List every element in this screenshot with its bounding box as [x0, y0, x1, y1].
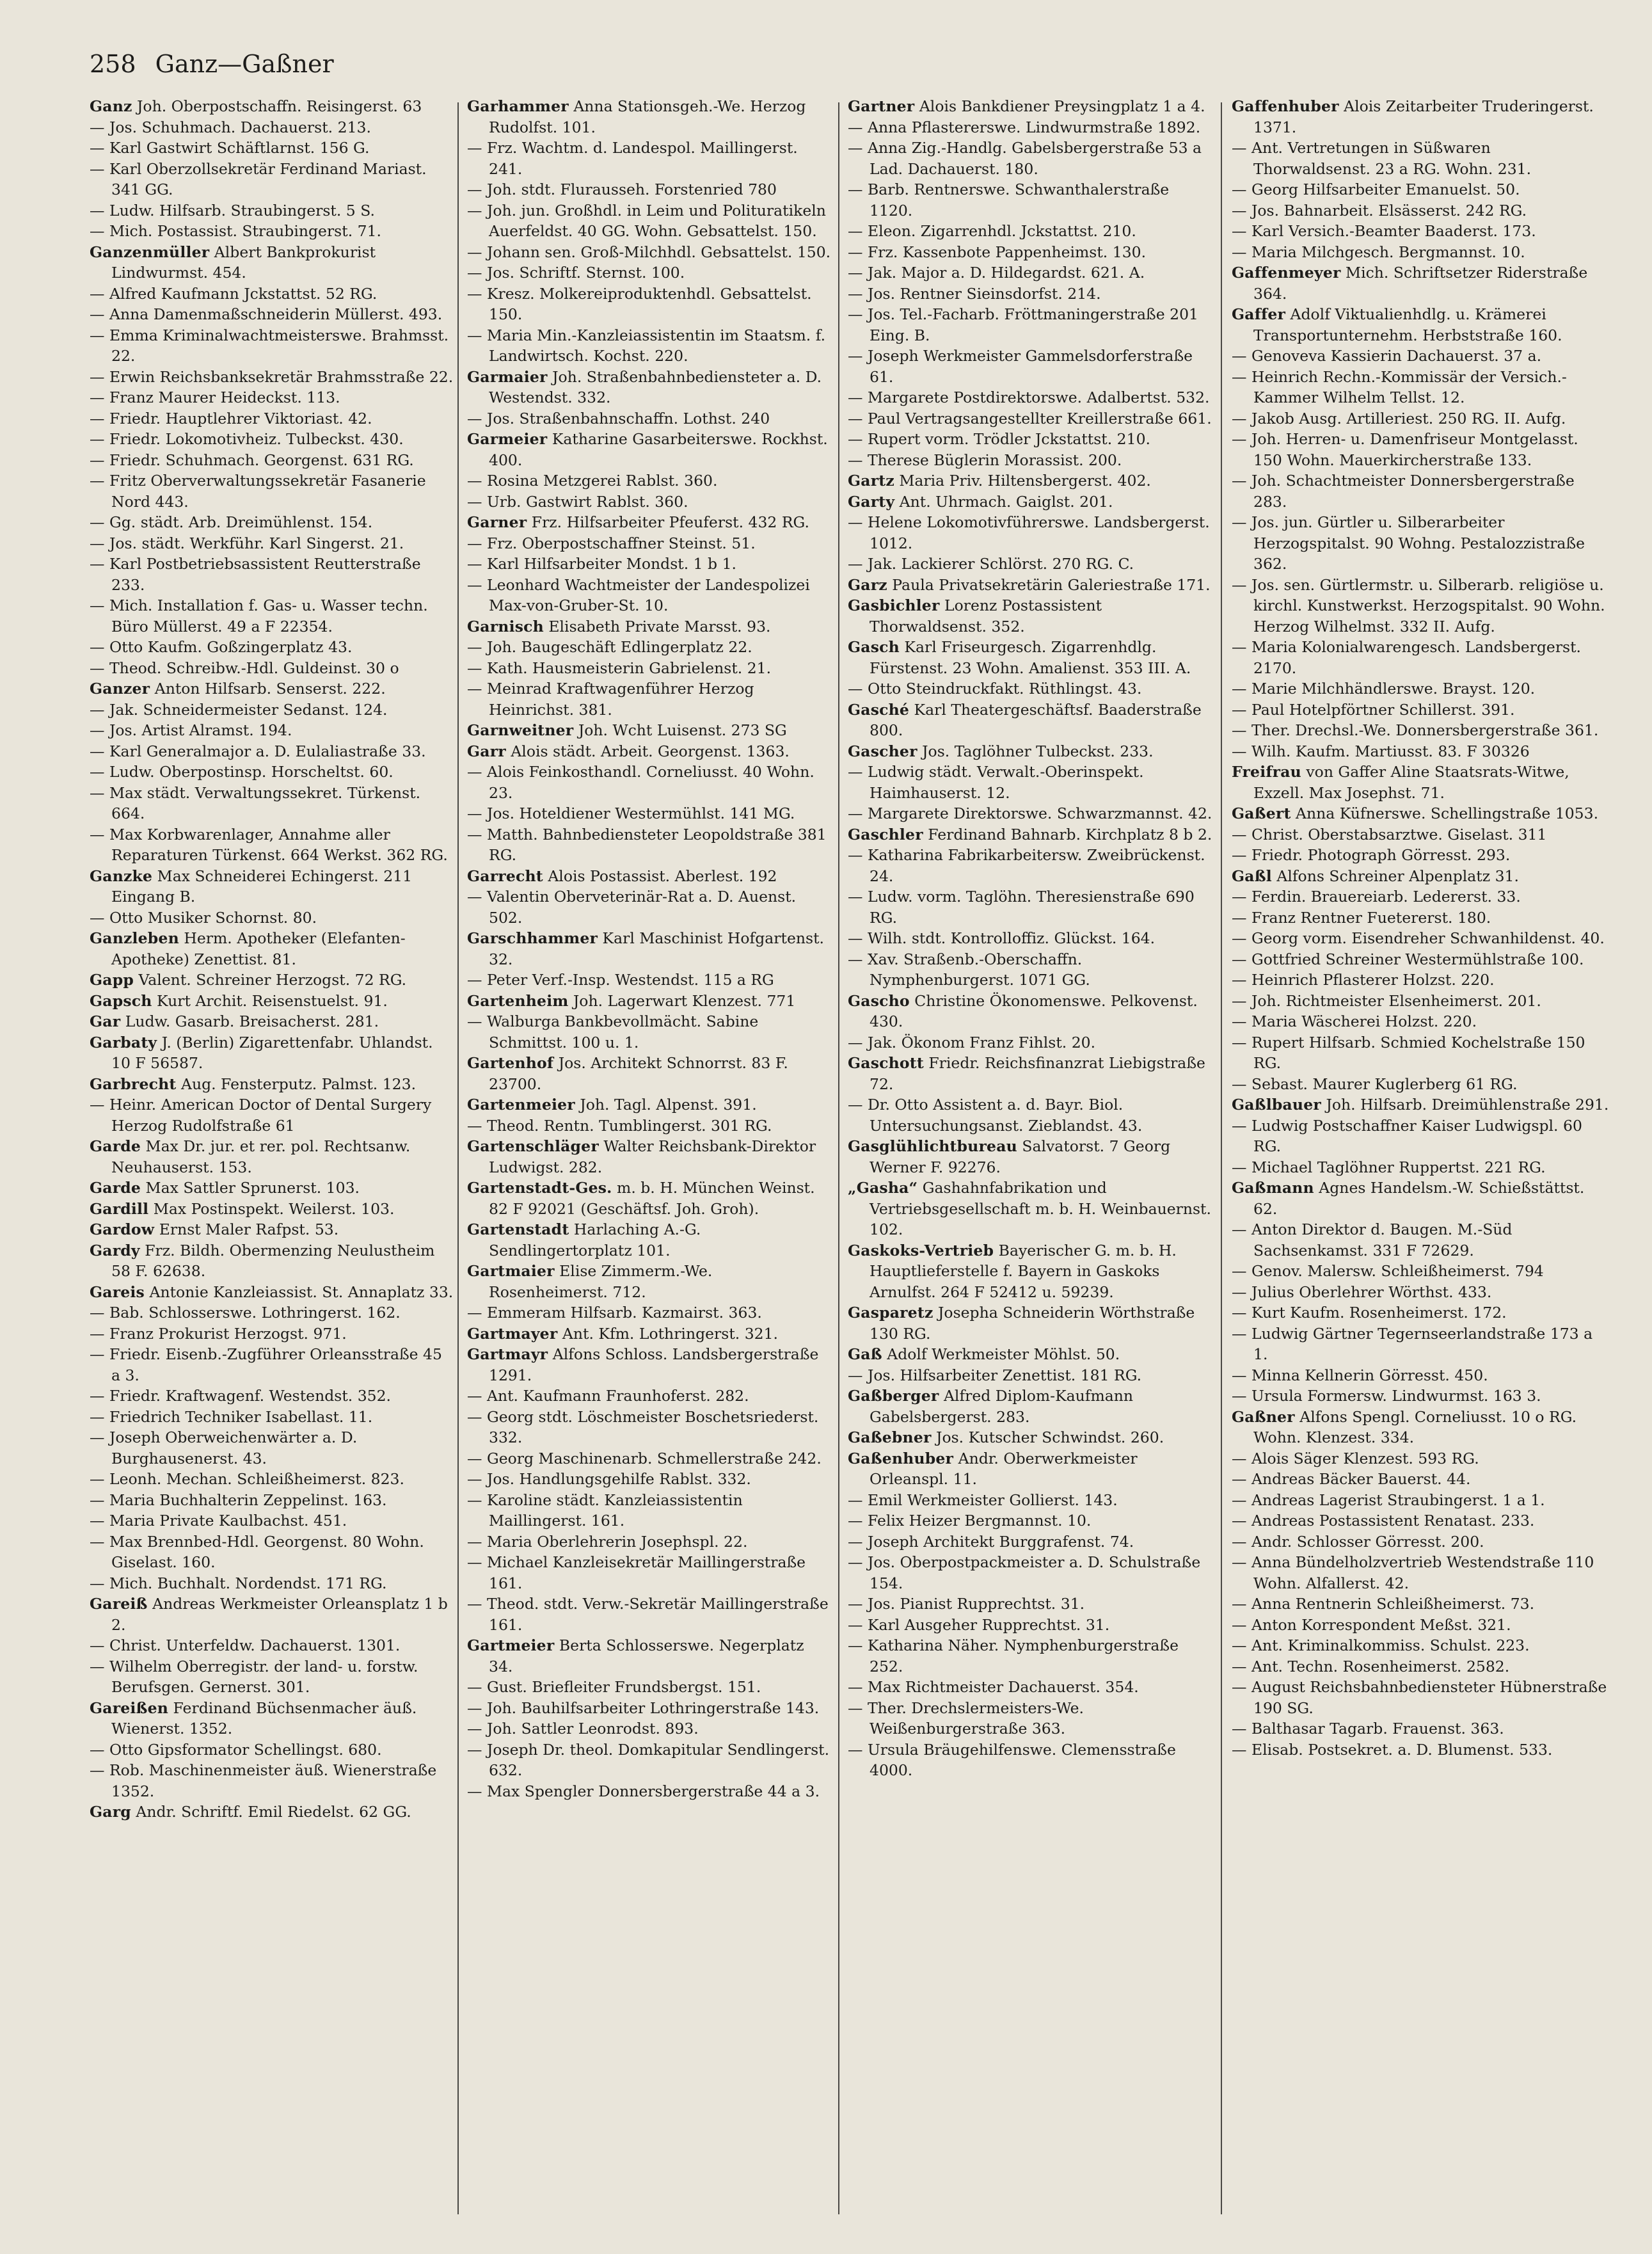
directory-entry: Garrecht Alois Postassist. Aberlest. 192 — [467, 867, 777, 885]
directory-entry: Gapp Valent. Schreiner Herzogst. 72 RG. — [90, 971, 407, 989]
directory-entry: — Frz. Kassenbote Pappenheimst. 130. — [848, 243, 1147, 261]
directory-entry: — Ludwig Postschaffner Kaiser Ludwigspl. 60 RG. — [1232, 1116, 1582, 1155]
directory-entry: Garnweitner Joh. Wcht Luisenst. 273 SG — [467, 721, 787, 739]
directory-entry: Gaßebner Jos. Kutscher Schwindst. 260. — [848, 1428, 1164, 1446]
directory-entry: Gaffenhuber Alois Zeitarbeiter Truderingerst. 1371. — [1232, 97, 1594, 136]
directory-entry: — Rosina Metzgerei Rablst. 360. — [467, 472, 718, 490]
directory-entry: Freifrau von Gaffer Aline Staatsrats-Witwe, Exzell. Max Josephst. 71. — [1232, 763, 1569, 802]
directory-entry: — Sebast. Maurer Kuglerberg 61 RG. — [1232, 1075, 1518, 1093]
directory-entry: Gartenstadt Harlaching A.-G. Sendlingertorplatz 101. — [467, 1220, 701, 1259]
directory-entry: — Walburga Bankbevollmächt. Sabine Schmittst. 100 u. 1. — [467, 1012, 759, 1051]
directory-entry: — Karl Ausgeher Rupprechtst. 31. — [848, 1615, 1110, 1634]
directory-entry: — Margarete Direktorswe. Schwarzmannst. 42. — [848, 804, 1212, 822]
directory-entry: — Emma Kriminalwachtmeisterswe. Brahmsst. 22. — [90, 326, 449, 365]
directory-entry: — Ludwig städt. Verwalt.-Oberinspekt. Haimhauserst. 12. — [848, 763, 1144, 802]
directory-entry: Gasché Karl Theatergeschäftsf. Baaderstraße 800. — [848, 700, 1202, 739]
directory-entry: — Mich. Installation f. Gas- u. Wasser techn. Büro Müllerst. 49 a F 22354. — [90, 596, 428, 635]
directory-entry: — Theod. Rentn. Tumblingerst. 301 RG. — [467, 1116, 772, 1135]
directory-entry: — Friedr. Hauptlehrer Viktoriast. 42. — [90, 409, 372, 428]
directory-entry: Gaffer Adolf Viktualienhdlg. u. Krämerei Transportunternehm. Herbststraße 160. — [1232, 305, 1562, 344]
directory-entry: — Frz. Oberpostschaffner Steinst. 51. — [467, 534, 756, 552]
directory-entry: — Joh. Sattler Leonrodst. 893. — [467, 1720, 699, 1738]
directory-entry: — Anna Zig.-Handlg. Gabelsbergerstraße 53 a Lad. Dachauerst. 180. — [848, 139, 1202, 178]
directory-entry: Garr Alois städt. Arbeit. Georgenst. 1363. — [467, 742, 790, 760]
directory-entry: — Karl Gastwirt Schäftlarnst. 156 G. — [90, 139, 370, 157]
directory-entry: Gascho Christine Ökonomenswe. Pelkovenst. 430. — [848, 991, 1198, 1030]
directory-entry: — Ludw. Oberpostinsp. Horscheltst. 60. — [90, 763, 393, 781]
directory-entry: Ganzke Max Schneiderei Echingerst. 211 Eingang B. — [90, 867, 413, 906]
directory-entry: Garty Ant. Uhrmach. Gaiglst. 201. — [848, 492, 1113, 511]
directory-entry: Gartmaier Elise Zimmerm.-We. Rosenheimerst. 712. — [467, 1262, 713, 1301]
directory-entry: — Maria Private Kaulbachst. 451. — [90, 1512, 347, 1530]
directory-entry: — Karl Generalmajor a. D. Eulaliastraße 33. — [90, 742, 426, 760]
directory-entry: — Jos. sen. Gürtlermstr. u. Silberarb. religiöse u. kirchl. Kunstwerkst. Herzogspitalst. 90 Wohn. Herzog Wilhelmst. 332 II. Aufg. — [1232, 575, 1605, 635]
directory-entry: Gar Ludw. Gasarb. Breisacherst. 281. — [90, 1012, 379, 1030]
directory-entry: Gartenhof Jos. Architekt Schnorrst. 83 F. 23700. — [467, 1054, 788, 1093]
directory-entry: — Franz Prokurist Herzogst. 971. — [90, 1324, 347, 1343]
directory-entry: — Joh. Baugeschäft Edlingerplatz 22. — [467, 638, 752, 656]
directory-entry: — Jos. städt. Werkführ. Karl Singerst. 21. — [90, 534, 404, 552]
directory-entry: — Matth. Bahnbediensteter Leopoldstraße 381 RG. — [467, 825, 827, 864]
directory-entry: — Jos. Hoteldiener Westermühlst. 141 MG. — [467, 804, 795, 822]
directory-entry: Gareis Antonie Kanzleiassist. St. Annaplatz 33. — [90, 1283, 454, 1301]
directory-entry: — Karl Hilfsarbeiter Mondst. 1 b 1. — [467, 555, 736, 573]
directory-entry: — Maria Oberlehrerin Josephspl. 22. — [467, 1532, 748, 1551]
directory-entry: Gaßert Anna Küfnerswe. Schellingstraße 1053. — [1232, 804, 1599, 822]
directory-entry: — Kath. Hausmeisterin Gabrielenst. 21. — [467, 659, 772, 677]
directory-entry: — Anna Damenmaßschneiderin Müllerst. 493. — [90, 305, 443, 323]
directory-entry: — Joseph Oberweichenwärter a. D. Burghausenerst. 43. — [90, 1428, 358, 1467]
directory-entry: Gartmayer Ant. Kfm. Lothringerst. 321. — [467, 1324, 779, 1343]
directory-entry: Garner Frz. Hilfsarbeiter Pfeuferst. 432 RG. — [467, 513, 809, 531]
directory-entry: — Fritz Oberverwaltungssekretär Fasanerie Nord 443. — [90, 472, 426, 511]
directory-entry: Gaß Adolf Werkmeister Möhlst. 50. — [848, 1345, 1120, 1363]
directory-entry: — Urb. Gastwirt Rablst. 360. — [467, 492, 688, 511]
directory-entry: Gaßner Alfons Spengl. Corneliusst. 10 o RG. Wohn. Klenzest. 334. — [1232, 1407, 1577, 1446]
directory-entry: — Dr. Otto Assistent a. d. Bayr. Biol. Untersuchungsanst. Zieblandst. 43. — [848, 1096, 1143, 1135]
directory-entry: — Joseph Dr. theol. Domkapitular Sendlingerst. 632. — [467, 1740, 830, 1779]
directory-entry: — Joh. jun. Großhdl. in Leim und Polituratikeln Auerfeldst. 40 GG. Wohn. Gebsattelst. 150. — [467, 201, 826, 240]
directory-entry: Gardow Ernst Maler Rafpst. 53. — [90, 1220, 339, 1238]
directory-entry: — Gottfried Schreiner Westermühlstraße 100. — [1232, 950, 1584, 968]
directory-entry: Gartmeier Berta Schlosserswe. Negerplatz 34. — [467, 1636, 804, 1675]
directory-entry: — Maria Wäscherei Holzst. 220. — [1232, 1012, 1477, 1030]
directory-entry: — Jos. Rentner Sieinsdorfst. 214. — [848, 284, 1101, 303]
directory-entry: — Friedr. Schuhmach. Georgenst. 631 RG. — [90, 451, 414, 469]
directory-entry: — Michael Taglöhner Ruppertst. 221 RG. — [1232, 1158, 1546, 1176]
directory-entry: — Jos. Oberpostpackmeister a. D. Schulstraße 154. — [848, 1553, 1201, 1592]
directory-entry: — Andreas Postassistent Renatast. 233. — [1232, 1512, 1535, 1530]
directory-entry: — Jak. Major a. D. Hildegardst. 621. A. — [848, 264, 1145, 282]
directory-entry: — Anna Bündelholzvertrieb Westendstraße 110 Wohn. Alfallerst. 42. — [1232, 1553, 1594, 1592]
directory-entry: — Rupert Hilfsarb. Schmied Kochelstraße 150 RG. — [1232, 1033, 1585, 1072]
directory-entry: Gaschler Ferdinand Bahnarb. Kirchplatz 8 b 2. — [848, 825, 1212, 843]
directory-entry: — Genoveva Kassierin Dachauerst. 37 a. — [1232, 347, 1542, 365]
directory-entry: — Heinrich Pflasterer Holzst. 220. — [1232, 971, 1495, 989]
directory-entry: — Franz Rentner Fuetererst. 180. — [1232, 908, 1491, 927]
directory-entry: „Gasha“ Gashahnfabrikation und Vertriebsgesellschaft m. b. H. Weinbauernst. 102. — [848, 1179, 1211, 1238]
directory-entry: — Meinrad Kraftwagenführer Herzog Heinrichst. 381. — [467, 680, 754, 719]
directory-entry: — Ferdin. Brauereiarb. Ledererst. 33. — [1232, 888, 1521, 906]
directory-entry: Ganzer Anton Hilfsarb. Senserst. 222. — [90, 680, 386, 698]
column-rule — [838, 102, 839, 2214]
directory-entry: — Jakob Ausg. Artilleriest. 250 RG. II. Aufg. — [1232, 409, 1566, 428]
directory-entry: Gartner Alois Bankdiener Preysingplatz 1 a 4. — [848, 97, 1205, 115]
directory-entry: Garnisch Elisabeth Private Marsst. 93. — [467, 617, 771, 635]
directory-entry: Gaßenhuber Andr. Oberwerkmeister Orleanspl. 11. — [848, 1449, 1138, 1488]
directory-entry: — Max Richtmeister Dachauerst. 354. — [848, 1678, 1139, 1696]
directory-entry: — Erwin Reichsbanksekretär Brahmsstraße 22. — [90, 367, 454, 386]
directory-entry: Gartenschläger Walter Reichsbank-Direktor Ludwigst. 282. — [467, 1137, 816, 1176]
directory-entry: Ganz Joh. Oberpostschaffn. Reisingerst. 63 — [90, 97, 422, 115]
directory-entry: — Minna Kellnerin Görresst. 450. — [1232, 1366, 1488, 1384]
directory-entry: — Ludwig Gärtner Tegernseerlandstraße 173 a 1. — [1232, 1324, 1593, 1363]
directory-entry: — Jos. Schriftf. Sternst. 100. — [467, 264, 685, 282]
directory-entry: — Alois Säger Klenzest. 593 RG. — [1232, 1449, 1479, 1467]
directory-entry: — Anna Rentnerin Schleißheimerst. 73. — [1232, 1595, 1535, 1613]
directory-entry: Gartenheim Joh. Lagerwart Klenzest. 771 — [467, 991, 796, 1010]
directory-entry: — Leonhard Wachtmeister der Landespolizei Max-von-Gruber-St. 10. — [467, 575, 810, 614]
directory-entry: — Marie Milchhändlerswe. Brayst. 120. — [1232, 680, 1536, 698]
directory-entry: — Georg Hilfsarbeiter Emanuelst. 50. — [1232, 180, 1520, 198]
directory-entry: Ganzenmüller Albert Bankprokurist Lindwurmst. 454. — [90, 243, 376, 282]
directory-entry: — Maria Milchgesch. Bergmannst. 10. — [1232, 243, 1525, 261]
directory-entry: — Leonh. Mechan. Schleißheimerst. 823. — [90, 1470, 404, 1488]
directory-entry: — Karl Postbetriebsassistent Reutterstraße 233. — [90, 555, 421, 594]
directory-entry: — Friedr. Kraftwagenf. Westendst. 352. — [90, 1387, 392, 1405]
directory-entry: Gasbichler Lorenz Postassistent Thorwaldsenst. 352. — [848, 596, 1102, 635]
directory-entry: Gartenmeier Joh. Tagl. Alpenst. 391. — [467, 1096, 757, 1114]
directory-entry: Garde Max Dr. jur. et rer. pol. Rechtsanw. Neuhauserst. 153. — [90, 1137, 411, 1176]
directory-entry: — Katharina Näher. Nymphenburgerstraße 252. — [848, 1636, 1179, 1675]
directory-entry: — Elisab. Postsekret. a. D. Blumenst. 533. — [1232, 1740, 1553, 1759]
directory-entry: — Friedr. Eisenb.-Zugführer Orleansstraße 45 a 3. — [90, 1345, 442, 1384]
directory-entry: — Joseph Werkmeister Gammelsdorferstraße 61. — [848, 347, 1193, 386]
directory-entry: — Barb. Rentnerswe. Schwanthalerstraße 1120. — [848, 180, 1170, 220]
directory-entry: Gaßmann Agnes Handelsm.-W. Schießstättst. 62. — [1232, 1179, 1585, 1218]
directory-column-3 — [848, 96, 1212, 2221]
directory-entry: — Paul Hotelpförtner Schillerst. 391. — [1232, 700, 1515, 719]
directory-entry: — Ludw. Hilfsarb. Straubingerst. 5 S. — [90, 201, 375, 220]
directory-entry: Gartz Maria Priv. Hiltensbergerst. 402. — [848, 472, 1151, 490]
directory-entry: — Wilh. stdt. Kontrolloffiz. Glückst. 164. — [848, 929, 1156, 947]
directory-entry: — Emmeram Hilfsarb. Kazmairst. 363. — [467, 1304, 762, 1322]
directory-entry: — Ant. Kaufmann Fraunhoferst. 282. — [467, 1387, 749, 1405]
page-header — [90, 45, 1601, 83]
directory-entry: — Julius Oberlehrer Wörthst. 433. — [1232, 1283, 1492, 1301]
directory-entry: — Alfred Kaufmann Jckstattst. 52 RG. — [90, 284, 377, 303]
directory-entry: — Jos. Handlungsgehilfe Rablst. 332. — [467, 1470, 751, 1488]
directory-entry: — Anna Pflastererswe. Lindwurmstraße 1892. — [848, 118, 1201, 136]
directory-entry: — Gust. Briefleiter Frundsbergst. 151. — [467, 1678, 761, 1696]
directory-entry: Gartmayr Alfons Schloss. Landsbergerstraße 1291. — [467, 1345, 819, 1384]
directory-column-2 — [467, 96, 832, 2221]
directory-entry: Gardill Max Postinspekt. Weilerst. 103. — [90, 1199, 395, 1218]
directory-entry: — Jos. Artist Alramst. 194. — [90, 721, 292, 739]
directory-entry: — Andreas Bäcker Bauerst. 44. — [1232, 1470, 1471, 1488]
directory-entry: — Joh. Herren- u. Damenfriseur Montgelasst. 150 Wohn. Mauerkircherstraße 133. — [1232, 430, 1578, 469]
directory-entry: Gareiß Andreas Werkmeister Orleansplatz 1 b 2. — [90, 1595, 448, 1634]
directory-entry: — Joseph Architekt Burggrafenst. 74. — [848, 1532, 1134, 1551]
directory-entry: — Rob. Maschinenmeister äuß. Wienerstraße 1352. — [90, 1761, 437, 1800]
directory-entry: — Anton Direktor d. Baugen. M.-Süd Sachsenkamst. 331 F 72629. — [1232, 1220, 1513, 1259]
directory-entry: — Kresz. Molkereiproduktenhdl. Gebsattelst. 150. — [467, 284, 812, 323]
directory-entry: — Bab. Schlosserswe. Lothringerst. 162. — [90, 1304, 401, 1322]
directory-entry: — Katharina Fabrikarbeitersw. Zweibrückenst. 24. — [848, 846, 1205, 885]
directory-entry: Garbrecht Aug. Fensterputz. Palmst. 123. — [90, 1075, 417, 1093]
directory-entry: — Otto Gipsformator Schellingst. 680. — [90, 1740, 382, 1759]
column-rule — [1221, 102, 1222, 2214]
directory-entry: — Max Spengler Donnersbergerstraße 44 a 3. — [467, 1782, 820, 1800]
directory-entry: — Therese Büglerin Morassist. 200. — [848, 451, 1122, 469]
directory-entry: — Wilh. Kaufm. Martiusst. 83. F 30326 — [1232, 742, 1530, 760]
column-rule — [457, 102, 459, 2214]
directory-entry: — Ursula Formersw. Lindwurmst. 163 3. — [1232, 1387, 1541, 1405]
directory-entry: Gascher Jos. Taglöhner Tulbeckst. 233. — [848, 742, 1154, 760]
page-number: 258 — [90, 50, 136, 78]
directory-entry: — Ant. Kriminalkommiss. Schulst. 223. — [1232, 1636, 1530, 1654]
directory-entry: — Eleon. Zigarrenhdl. Jckstattst. 210. — [848, 222, 1136, 240]
directory-entry: — Balthasar Tagarb. Frauenst. 363. — [1232, 1720, 1504, 1738]
directory-entry: — Felix Heizer Bergmannst. 10. — [848, 1512, 1092, 1530]
directory-entry: — Christ. Unterfeldw. Dachauerst. 1301. — [90, 1636, 401, 1654]
directory-entry: — Otto Kaufm. Goßzingerplatz 43. — [90, 638, 353, 656]
directory-entry: — Xav. Straßenb.-Oberschaffn. Nymphenburgerst. 1071 GG. — [848, 950, 1090, 989]
directory-entry: — Max Korbwarenlager, Annahme aller Reparaturen Türkenst. 664 Werkst. 362 RG. — [90, 825, 448, 864]
directory-entry: — Maria Min.-Kanzleiassistentin im Staatsm. f. Landwirtsch. Kochst. 220. — [467, 326, 826, 365]
directory-entry: — Franz Maurer Heideckst. 113. — [90, 388, 340, 406]
directory-entry: — Mich. Buchhalt. Nordendst. 171 RG. — [90, 1574, 387, 1592]
directory-entry: — Genov. Malersw. Schleißheimerst. 794 — [1232, 1262, 1544, 1280]
directory-entry: — Maria Kolonialwarengesch. Landsbergerst. 2170. — [1232, 638, 1582, 677]
directory-entry: — Jos. Schuhmach. Dachauerst. 213. — [90, 118, 371, 136]
directory-column-4 — [1232, 96, 1609, 2221]
directory-entry: — Maria Buchhalterin Zeppelinst. 163. — [90, 1491, 387, 1509]
directory-entry: — Rupert vorm. Trödler Jckstattst. 210. — [848, 430, 1150, 448]
directory-entry: — Ant. Techn. Rosenheimerst. 2582. — [1232, 1657, 1510, 1675]
directory-entry: — Helene Lokomotivführerswe. Landsbergerst. 1012. — [848, 513, 1210, 552]
directory-entry: — Gg. städt. Arb. Dreimühlenst. 154. — [90, 513, 373, 531]
directory-entry: — Kurt Kaufm. Rosenheimerst. 172. — [1232, 1304, 1507, 1322]
directory-entry: — Friedr. Photograph Görresst. 293. — [1232, 846, 1511, 864]
directory-entry: — Heinr. American Doctor of Dental Surgery Herzog Rudolfstraße 61 — [90, 1096, 432, 1135]
directory-entry: — Christ. Oberstabsarztwe. Giselast. 311 — [1232, 825, 1547, 843]
directory-entry: — Ludw. vorm. Taglöhn. Theresienstraße 690 RG. — [848, 888, 1195, 927]
directory-entry: Gartenstadt-Ges. m. b. H. München Weinst. 82 F 92021 (Geschäftsf. Joh. Groh). — [467, 1179, 815, 1218]
directory-entry: Gaßl Alfons Schreiner Alpenplatz 31. — [1232, 867, 1519, 885]
directory-entry: — Jak. Ökonom Franz Fihlst. 20. — [848, 1033, 1096, 1051]
directory-entry: — Frz. Wachtm. d. Landespol. Maillingerst. 241. — [467, 139, 798, 178]
directory-entry: Garmeier Katharine Gasarbeiterswe. Rockhst. 400. — [467, 430, 828, 469]
directory-entry: — Johann sen. Groß-Milchhdl. Gebsattelst. 150. — [467, 243, 831, 261]
directory-entry: Gasparetz Josepha Schneiderin Wörthstraße 130 RG. — [848, 1304, 1195, 1343]
directory-entry: — Alois Feinkosthandl. Corneliusst. 40 Wohn. 23. — [467, 763, 814, 802]
directory-entry: — Otto Steindruckfakt. Rüthlingst. 43. — [848, 680, 1142, 698]
directory-entry: — Max Brennbed-Hdl. Georgenst. 80 Wohn. Giselast. 160. — [90, 1532, 424, 1571]
directory-entry: — Karoline städt. Kanzleiassistentin Maillingerst. 161. — [467, 1491, 743, 1530]
directory-entry: Gasglühlichtbureau Salvatorst. 7 Georg Werner F. 92276. — [848, 1137, 1171, 1176]
directory-entry: — Joh. stdt. Flurausseh. Forstenried 780 — [467, 180, 777, 198]
directory-entry: — Max städt. Verwaltungssekret. Türkenst. 664. — [90, 783, 421, 822]
directory-entry: — Theod. stdt. Verw.-Sekretär Maillingerstraße 161. — [467, 1595, 829, 1634]
directory-entry: — Theod. Schreibw.-Hdl. Guldeinst. 30 o — [90, 659, 399, 677]
directory-entry: — Jos. Straßenbahnschaffn. Lothst. 240 — [467, 409, 770, 428]
directory-entry: — Andreas Lagerist Straubingerst. 1 a 1. — [1232, 1491, 1545, 1509]
directory-entry: Gaskoks-Vertrieb Bayerischer G. m. b. H. Hauptlieferstelle f. Bayern in Gaskoks Arnulfst. 264 F 52412 u. 59239. — [848, 1241, 1177, 1301]
directory-entry: — Jos. Bahnarbeit. Elsässerst. 242 RG. — [1232, 201, 1527, 220]
directory-entry: — Otto Musiker Schornst. 80. — [90, 908, 317, 927]
directory-entry: Garmaier Joh. Straßenbahnbediensteter a. D. Westendst. 332. — [467, 367, 822, 406]
directory-entry: — Georg stdt. Löschmeister Boschetsriederst. 332. — [467, 1407, 819, 1446]
directory-entry: — Karl Versich.-Beamter Baaderst. 173. — [1232, 222, 1536, 240]
directory-entry: — Friedrich Techniker Isabellast. 11. — [90, 1407, 373, 1426]
directory-entry: Gapsch Kurt Archit. Reisenstuelst. 91. — [90, 991, 388, 1010]
directory-entry: Garhammer Anna Stationsgeh.-We. Herzog Rudolfst. 101. — [467, 97, 806, 136]
directory-entry: — Jak. Schneidermeister Sedanst. 124. — [90, 700, 388, 719]
directory-entry: Gasch Karl Friseurgesch. Zigarrenhdlg. Fürstenst. 23 Wohn. Amalienst. 353 III. A. — [848, 638, 1191, 677]
directory-entry: — Karl Oberzollsekretär Ferdinand Mariast. 341 GG. — [90, 159, 427, 198]
directory-entry: — Jos. Pianist Rupprechtst. 31. — [848, 1595, 1085, 1613]
directory-entry: — Friedr. Lokomotivheiz. Tulbeckst. 430. — [90, 430, 404, 448]
directory-entry: Gaßlbauer Joh. Hilfsarb. Dreimühlenstraße 291. — [1232, 1096, 1609, 1114]
directory-entry: — Paul Vertragsangestellter Kreillerstraße 661. — [848, 409, 1212, 428]
directory-entry: — Michael Kanzleisekretär Maillingerstraße 161. — [467, 1553, 806, 1592]
directory-entry: Gareißen Ferdinand Büchsenmacher äuß. Wienerst. 1352. — [90, 1698, 417, 1738]
directory-entry: Garde Max Sattler Sprunerst. 103. — [90, 1179, 360, 1197]
directory-entry: Gaffenmeyer Mich. Schriftsetzer Riderstraße 364. — [1232, 264, 1588, 303]
directory-entry: Gaßberger Alfred Diplom-Kaufmann Gabelsbergerst. 283. — [848, 1387, 1134, 1426]
directory-entry: — Ther. Drechsl.-We. Donnersbergerstraße 361. — [1232, 721, 1599, 739]
directory-entry: — Jos. Hilfsarbeiter Zenettist. 181 RG. — [848, 1366, 1142, 1384]
directory-entry: — Wilhelm Oberregistr. der land- u. forstw. Berufsgen. Gernerst. 301. — [90, 1657, 418, 1696]
directory-entry: — Jak. Lackierer Schlörst. 270 RG. C. — [848, 555, 1134, 573]
directory-column-1 — [90, 96, 454, 2221]
directory-entry: — Jos. jun. Gürtler u. Silberarbeiter Herzogspitalst. 90 Wohng. Pestalozzistraße 362. — [1232, 513, 1585, 573]
directory-entry: — Georg vorm. Eisendreher Schwanhildenst. 40. — [1232, 929, 1605, 947]
directory-entry: — Mich. Postassist. Straubingerst. 71. — [90, 222, 382, 240]
directory-entry: — August Reichsbahnbediensteter Hübnerstraße 190 SG. — [1232, 1678, 1607, 1717]
directory-entry: — Georg Maschinenarb. Schmellerstraße 242. — [467, 1449, 822, 1467]
page-title: Ganz—Gaßner — [155, 50, 334, 78]
directory-entry: — Heinrich Rechn.-Kommissär der Versich.-Kammer Wilhelm Tellst. 12. — [1232, 367, 1567, 406]
directory-entry: — Joh. Schachtmeister Donnersbergerstraße 283. — [1232, 472, 1575, 511]
directory-entry: — Ursula Bräugehilfenswe. Clemensstraße 4000. — [848, 1740, 1176, 1779]
directory-entry: Gaschott Friedr. Reichsfinanzrat Liebigstraße 72. — [848, 1054, 1205, 1093]
directory-entry: Garbaty J. (Berlin) Zigarettenfabr. Uhlandst. 10 F 56587. — [90, 1033, 433, 1072]
directory-entry: — Jos. Tel.-Facharb. Fröttmaningerstraße 201 Eing. B. — [848, 305, 1198, 344]
directory-entry: Ganzleben Herm. Apotheker (Elefanten-Apotheke) Zenettist. 81. — [90, 929, 406, 968]
directory-entry: Garschhammer Karl Maschinist Hofgartenst. 32. — [467, 929, 824, 968]
directory-entry: — Andr. Schlosser Görresst. 200. — [1232, 1532, 1484, 1551]
directory-entry: — Margarete Postdirektorswe. Adalbertst. 532. — [848, 388, 1210, 406]
directory-entry: — Peter Verf.-Insp. Westendst. 115 a RG — [467, 971, 774, 989]
directory-entry: Garg Andr. Schriftf. Emil Riedelst. 62 GG. — [90, 1803, 411, 1821]
directory-entry: — Joh. Bauhilfsarbeiter Lothringerstraße 143. — [467, 1698, 820, 1717]
directory-entry: — Anton Korrespondent Meßst. 321. — [1232, 1615, 1511, 1634]
directory-entry: — Ant. Vertretungen in Süßwaren Thorwaldsenst. 23 a RG. Wohn. 231. — [1232, 139, 1532, 178]
directory-entry: Gardy Frz. Bildh. Obermenzing Neulustheim 58 F. 62638. — [90, 1241, 435, 1280]
directory-entry: — Joh. Richtmeister Elsenheimerst. 201. — [1232, 991, 1541, 1010]
directory-entry: — Ther. Drechslermeisters-We. Weißenburgerstraße 363. — [848, 1698, 1084, 1738]
directory-entry: — Emil Werkmeister Gollierst. 143. — [848, 1491, 1118, 1509]
directory-entry: — Valentin Oberveterinär-Rat a. D. Auenst. 502. — [467, 888, 797, 927]
directory-entry: Garz Paula Privatsekretärin Galeriestraße 171. — [848, 575, 1211, 594]
